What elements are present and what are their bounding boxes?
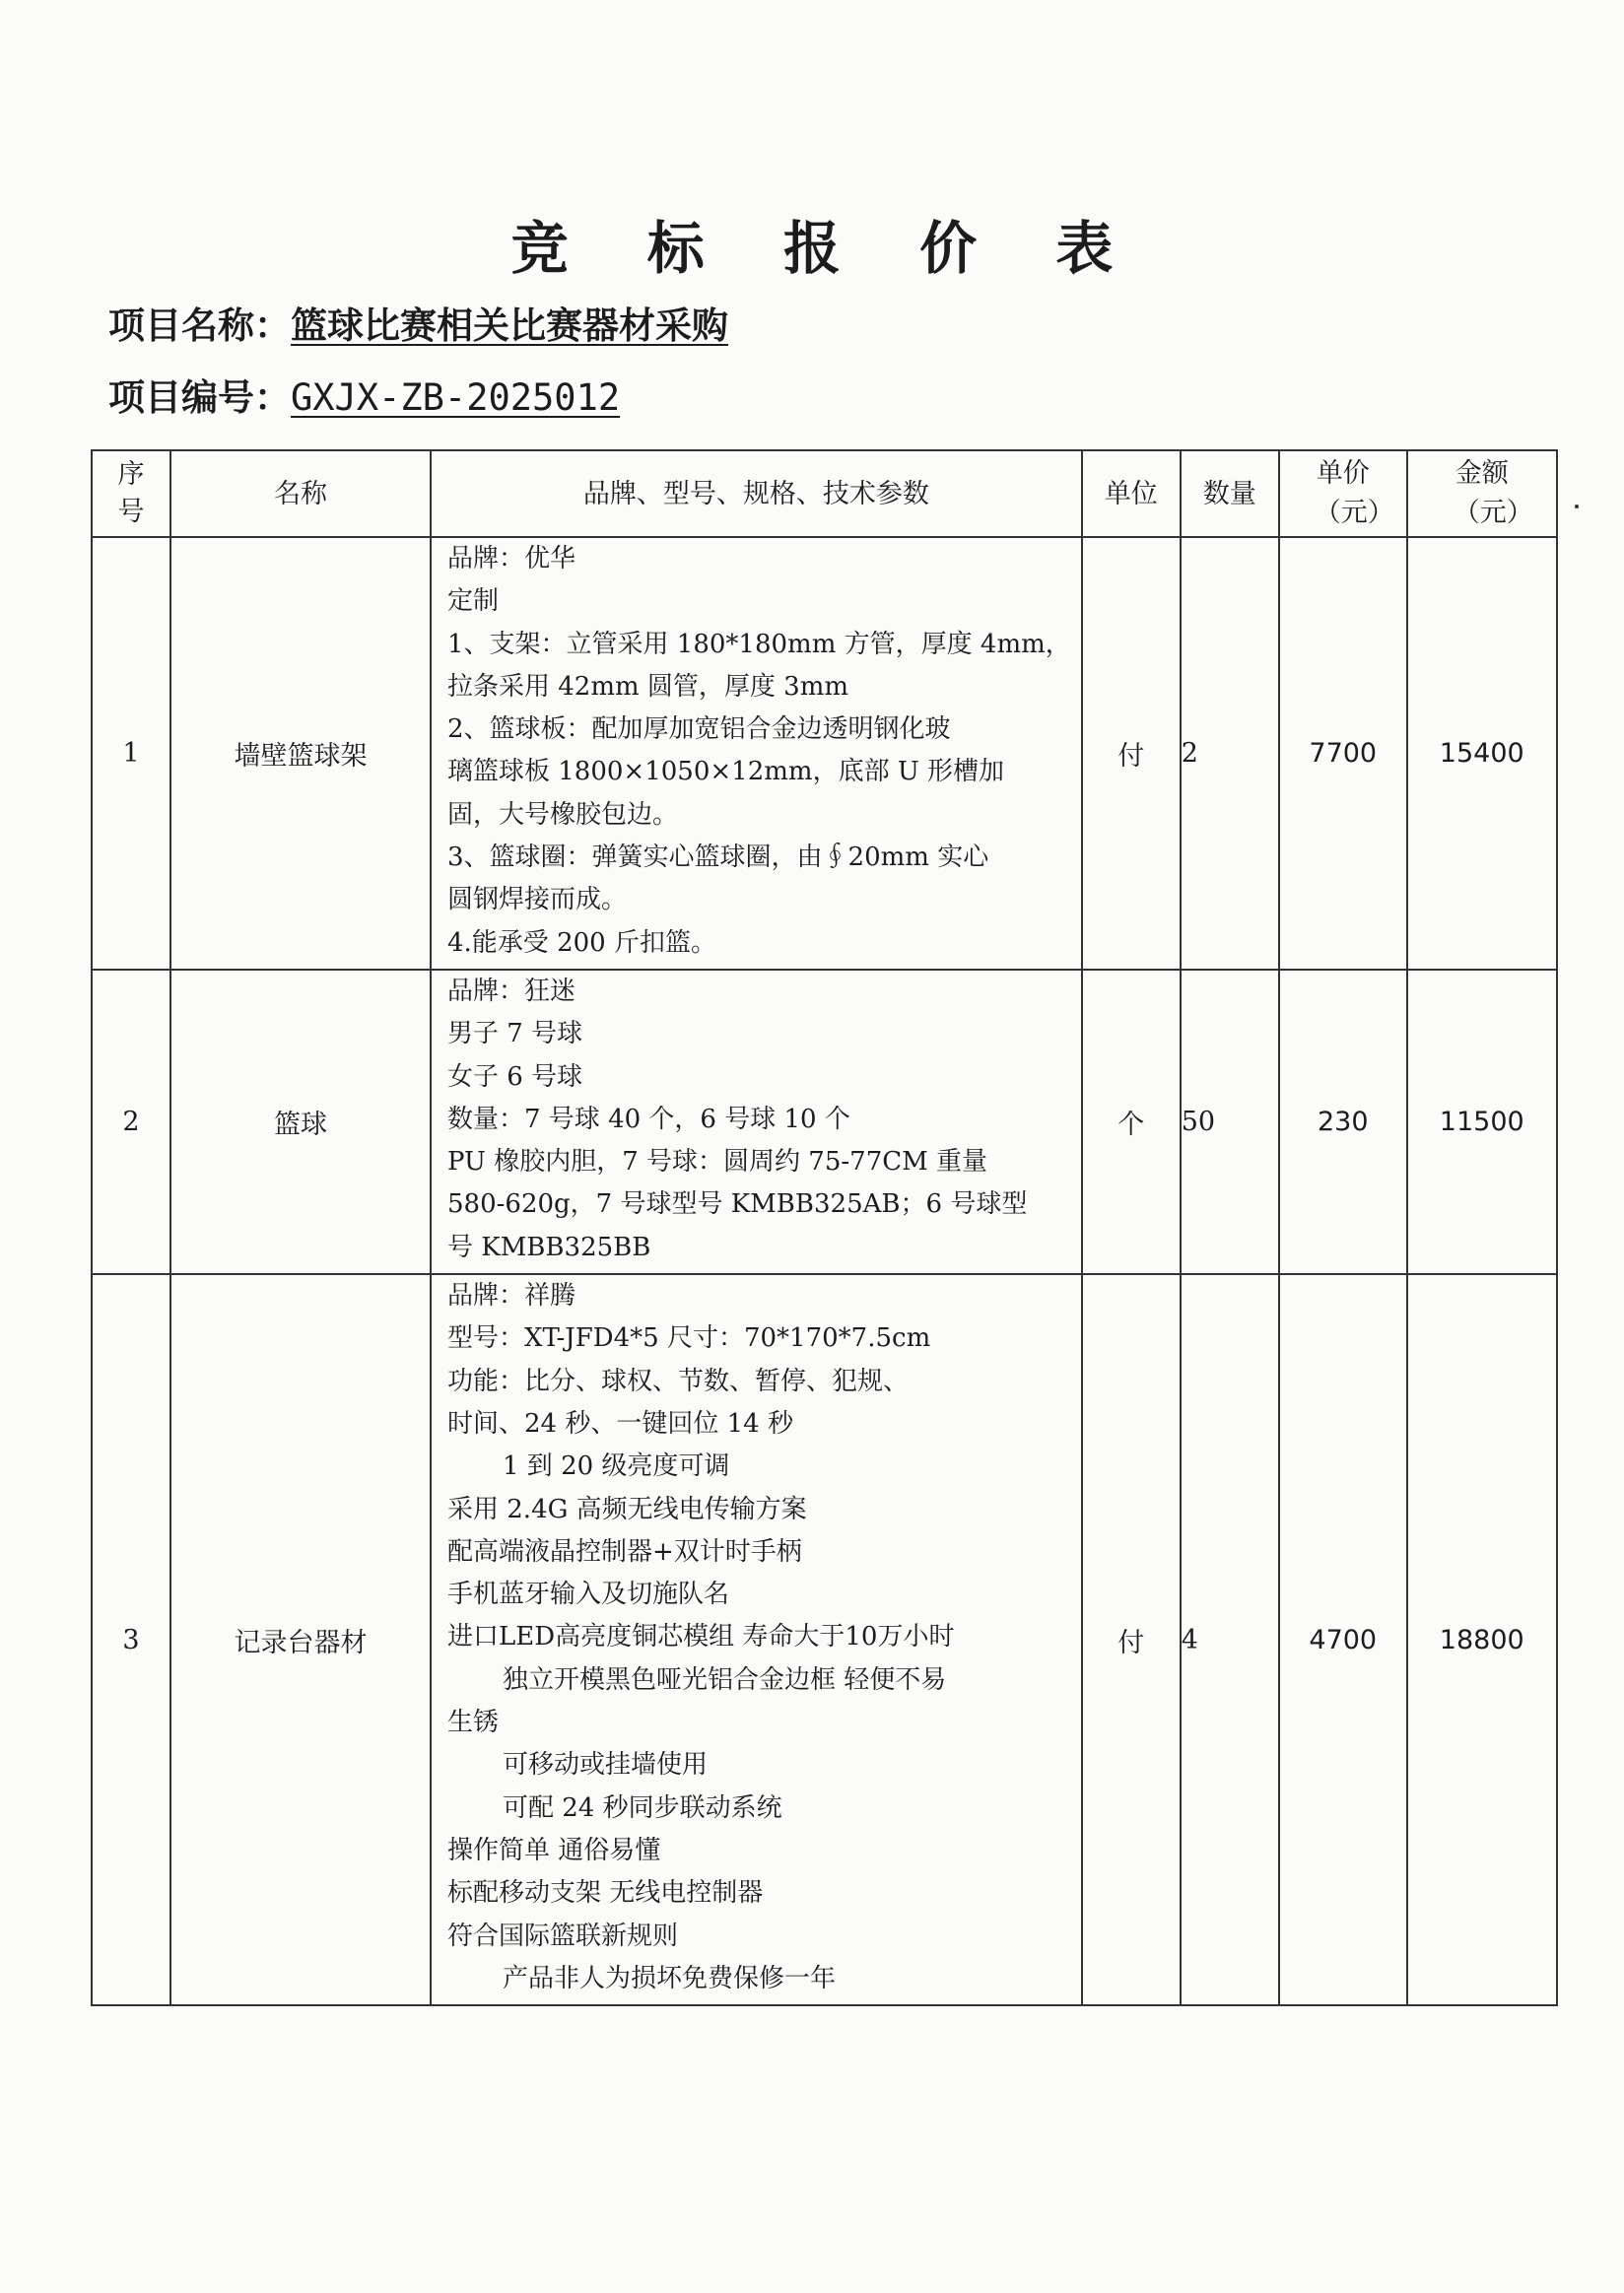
spec-line: 拉条采用 42mm 圆管，厚度 3mm	[447, 671, 849, 702]
cell-spec	[431, 1274, 1082, 2005]
header-amount: 金额（元）	[1407, 450, 1557, 537]
table-row	[92, 970, 1557, 1274]
cell-spec	[431, 537, 1082, 970]
spec-line: 1 到 20 级亮度可调	[503, 1451, 730, 1482]
spec-line: 功能：比分、球权、节数、暂停、犯规、	[447, 1366, 910, 1396]
spec-line: 型号：XT-JFD4*5 尺寸：70*170*7.5cm	[447, 1323, 931, 1354]
spec-line: 定制	[447, 586, 500, 617]
cell-qty: 50	[1181, 970, 1279, 1274]
header-seq: 序号	[92, 450, 170, 537]
cell-qty: 2	[1181, 537, 1279, 970]
spec-line: 独立开模黑色哑光铝合金边框 轻便不易	[503, 1664, 947, 1695]
project-name-label: 项目名称：	[108, 304, 291, 347]
spec-line: PU 橡胶内胆，7 号球：圆周约 75-77CM 重量	[447, 1147, 988, 1178]
header-unit: 单位	[1082, 450, 1181, 537]
project-name-value: 篮球比赛相关比赛器材采购	[291, 304, 728, 347]
spec-line: 生锈	[447, 1708, 500, 1738]
spec-line: 1、支架：立管采用 180*180mm 方管，厚度 4mm，	[447, 629, 1071, 659]
spec-line: 3、篮球圈：弹簧实心篮球圈，由∮20mm 实心	[447, 843, 989, 873]
spec-line: 男子 7 号球	[447, 1019, 583, 1049]
table-row	[92, 537, 1557, 970]
spec-line: 女子 6 号球	[447, 1061, 583, 1092]
spec-line: 标配移动支架 无线电控制器	[447, 1878, 764, 1909]
spec-line: 进口LED高亮度铜芯模组 寿命大于10万小时	[447, 1622, 955, 1652]
spec-line: 品牌：祥腾	[447, 1281, 576, 1312]
spec-line: 璃篮球板 1800×1050×12mm，底部 U 形槽加	[447, 757, 1005, 787]
header-spec: 品牌、型号、规格、技术参数	[431, 450, 1082, 537]
spec-line: 2、篮球板：配加厚加宽铝合金边透明钢化玻	[447, 714, 951, 745]
spec-line: 可配 24 秒同步联动系统	[503, 1792, 782, 1823]
spec-line: 符合国际篮联新规则	[447, 1921, 679, 1951]
spec-line: 号 KMBB325BB	[447, 1232, 651, 1262]
spec-line: 品牌：狂迷	[447, 976, 576, 1006]
project-number-label: 项目编号：	[108, 376, 291, 419]
spec-line: 手机蓝牙输入及切施队名	[447, 1580, 730, 1610]
cell-unit: 付	[1082, 537, 1181, 970]
spec-line: 可移动或挂墙使用	[503, 1750, 709, 1781]
spec-line: 品牌：优华	[447, 544, 576, 573]
spec-line: 配高端液晶控制器+双计时手柄	[447, 1536, 802, 1567]
cell-qty: 4	[1181, 1274, 1279, 2005]
spec-line: 4.能承受 200 斤扣篮。	[447, 927, 716, 958]
cell-unit-price: 4700	[1279, 1274, 1407, 2005]
quotation-table	[91, 449, 1558, 2006]
project-number-line	[108, 368, 620, 421]
cell-unit-price: 7700	[1279, 537, 1407, 970]
spec-line: 数量：7 号球 40 个，6 号球 10 个	[447, 1104, 850, 1134]
cell-amount: 18800	[1407, 1274, 1557, 2005]
cell-seq: 3	[92, 1274, 170, 2005]
cell-seq: 2	[92, 970, 170, 1274]
spec-line: 采用 2.4G 高频无线电传输方案	[447, 1494, 807, 1524]
table-header-row	[92, 450, 1557, 537]
spec-line: 时间、24 秒、一键回位 14 秒	[447, 1408, 793, 1439]
spec-line: 产品非人为损坏免费保修一年	[503, 1963, 837, 1993]
cell-amount: 15400	[1407, 537, 1557, 970]
cell-unit: 付	[1082, 1274, 1181, 2005]
cell-seq: 1	[92, 537, 170, 970]
cell-name: 墙壁篮球架	[170, 537, 431, 970]
spec-line: 固，大号橡胶包边。	[447, 799, 679, 830]
header-qty: 数量	[1181, 450, 1279, 537]
cell-name: 篮球	[170, 970, 431, 1274]
cell-amount: 11500	[1407, 970, 1557, 1274]
project-number-value: GXJX-ZB-2025012	[291, 376, 621, 419]
cell-name: 记录台器材	[170, 1274, 431, 2005]
spec-line: 操作简单 通俗易懂	[447, 1835, 661, 1865]
document-title: 竞 标 报 价 表	[510, 215, 1143, 282]
header-unit-price: 单价（元）	[1279, 450, 1407, 537]
cell-unit: 个	[1082, 970, 1181, 1274]
spec-line: 圆钢焊接而成。	[447, 885, 628, 915]
scan-speck	[1575, 505, 1579, 508]
table-row	[92, 1274, 1557, 2005]
cell-spec	[431, 970, 1082, 1274]
cell-unit-price: 230	[1279, 970, 1407, 1274]
project-name-line	[108, 296, 728, 349]
spec-line: 580-620g，7 号球型号 KMBB325AB；6 号球型	[447, 1189, 1028, 1220]
header-name: 名称	[170, 450, 431, 537]
